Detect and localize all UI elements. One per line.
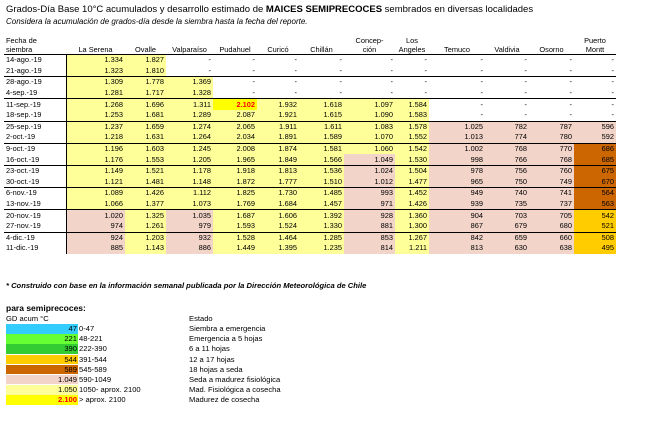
degree-day-cell: 842: [429, 232, 485, 243]
degree-day-cell: 867: [429, 221, 485, 232]
degree-day-cell: 1.035: [166, 210, 213, 221]
column-header: Concep- ción: [344, 32, 395, 55]
degree-day-cell: 542: [574, 210, 616, 221]
degree-day-cell: -: [339, 77, 342, 87]
degree-day-cell: 741: [529, 188, 574, 199]
degree-day-cell: -: [213, 88, 257, 99]
sowing-date-cell: 11-dic.-19: [4, 243, 66, 254]
degree-day-cell: -: [611, 99, 614, 109]
degree-day-cell: 2.065: [213, 121, 257, 132]
degree-day-cell: 679: [485, 221, 529, 232]
degree-day-cell: -: [529, 66, 574, 77]
degree-day-cell: 1.684: [257, 199, 299, 210]
degree-day-cell: 774: [485, 132, 529, 143]
legend-stage-label: Mad. Fisiológica a cosecha: [189, 385, 281, 395]
table-row: [4, 199, 616, 210]
degree-day-cell: 2.034: [213, 132, 257, 143]
degree-day-cell: 1.530: [395, 154, 429, 165]
degree-day-cell: 2.008: [213, 143, 257, 154]
degree-day-cell: -: [395, 66, 429, 77]
degree-day-cell: 1.211: [395, 243, 429, 254]
legend-swatch: 47: [6, 324, 78, 334]
degree-day-cell: 1.395: [257, 243, 299, 254]
degree-day-cell: 1.485: [299, 188, 344, 199]
degree-day-cell: 1.148: [166, 177, 213, 188]
degree-day-cell: 1.090: [344, 110, 395, 121]
degree-day-cell: 1.536: [299, 165, 344, 176]
table-row: [4, 210, 616, 221]
degree-day-cell: 703: [485, 210, 529, 221]
legend-stage-label: 12 a 17 hojas: [189, 354, 235, 364]
degree-day-cell: 1.013: [429, 132, 485, 143]
degree-day-cell: -: [424, 55, 427, 65]
degree-day-cell: 675: [574, 165, 616, 176]
degree-day-cell: 1.002: [429, 143, 485, 154]
degree-day-cell: 1.464: [257, 232, 299, 243]
sowing-date-cell: 4-sep.-19: [4, 88, 66, 99]
legend-stage-label: 6 a 11 hojas: [189, 344, 230, 354]
legend-title: para semiprecoces:: [6, 303, 86, 313]
column-header: Curicó: [257, 32, 299, 55]
degree-day-cell: -: [429, 88, 485, 99]
degree-day-cell: 670: [574, 177, 616, 188]
degree-day-cell: 1.060: [344, 143, 395, 154]
degree-day-cell: 750: [485, 177, 529, 188]
degree-day-cell: 932: [166, 232, 213, 243]
legend-range: 0-47: [79, 324, 95, 333]
sowing-date-cell: 21-ago.-19: [4, 66, 66, 77]
column-header: Valparaíso: [166, 32, 213, 55]
degree-day-cell: 1.253: [66, 110, 125, 121]
degree-day-cell: -: [480, 77, 483, 87]
sowing-date-cell: 25-sep.-19: [4, 121, 66, 132]
degree-day-cell: 965: [429, 177, 485, 188]
table-row: [4, 188, 616, 199]
degree-day-cell: 1.611: [299, 121, 344, 132]
degree-day-cell: 1.218: [66, 132, 125, 143]
degree-day-cell: -: [166, 66, 213, 77]
degree-day-cell: -: [252, 77, 255, 87]
degree-day-cell: 660: [529, 232, 574, 243]
degree-day-cell: 949: [429, 188, 485, 199]
degree-day-cell: 1.196: [66, 143, 125, 154]
degree-day-cell: 2.102: [213, 99, 257, 110]
report-title: Grados-Día Base 10°C acumulados y desarrollo estimado de MAICES SEMIPRECOCES sembrados en diversas localidades: [6, 4, 534, 15]
degree-day-cell: 1.049: [344, 154, 395, 165]
degree-day-cell: 1.012: [344, 177, 395, 188]
degree-day-cell: -: [574, 110, 616, 121]
degree-day-cell: 1.097: [344, 99, 395, 110]
degree-day-cell: -: [574, 66, 616, 77]
degree-day-cell: 1.696: [125, 99, 166, 110]
legend-stage-label: 18 hojas a seda: [189, 364, 243, 374]
legend-swatch: 1.050: [6, 385, 78, 395]
degree-day-cell: -: [480, 55, 483, 65]
degree-day-cell: -: [339, 55, 342, 65]
degree-day-cell: 686: [574, 143, 616, 154]
degree-day-cell: 1.020: [66, 210, 125, 221]
degree-day-cell: -: [299, 88, 344, 99]
degree-day-cell: 1.237: [66, 121, 125, 132]
sowing-date-cell: 13-nov.-19: [4, 199, 66, 210]
degree-day-cell: 974: [66, 221, 125, 232]
degree-day-cell: 993: [344, 188, 395, 199]
legend-range: 1050- aprox. 2100: [79, 385, 141, 395]
degree-day-cell: 1.589: [299, 132, 344, 143]
legend-range: 545-589: [79, 364, 107, 374]
table-row: [4, 221, 616, 232]
degree-day-cell: 1.477: [395, 177, 429, 188]
degree-day-cell: -: [529, 110, 574, 121]
column-header: Puerto Montt: [574, 32, 616, 55]
degree-day-cell: 1.205: [166, 154, 213, 165]
degree-day-cell: 1.112: [166, 188, 213, 199]
table-body: [4, 55, 616, 254]
legend-swatch: 221: [6, 334, 78, 344]
degree-day-cell: 782: [485, 121, 529, 132]
degree-day-cell: 1.872: [213, 177, 257, 188]
degree-day-cell: -: [485, 88, 529, 99]
sowing-date-cell: 28-ago.-19: [4, 77, 66, 88]
degree-day-cell: 1.603: [125, 143, 166, 154]
degree-day-cell: 1.334: [66, 55, 125, 66]
legend-stage-label: Seda a madurez fisiológica: [189, 374, 281, 384]
degree-day-cell: 1.073: [166, 199, 213, 210]
degree-day-cell: 760: [529, 165, 574, 176]
legend-range: 391-544: [79, 354, 107, 364]
degree-day-cell: -: [529, 88, 574, 99]
degree-day-cell: 1.825: [213, 188, 257, 199]
degree-day-cell: -: [299, 66, 344, 77]
degree-day-cell: 1.323: [66, 66, 125, 77]
degree-day-cell: 1.203: [125, 232, 166, 243]
degree-day-cell: 939: [429, 199, 485, 210]
degree-day-cell: 1.965: [213, 154, 257, 165]
degree-day-cell: -: [344, 66, 395, 77]
legend-range: 48-221: [79, 334, 103, 344]
legend-swatch: 589: [6, 365, 78, 375]
sowing-date-cell: 20-nov.-19: [4, 210, 66, 221]
degree-day-cell: 737: [529, 199, 574, 210]
degree-day-cell: 1.717: [125, 88, 166, 99]
degree-day-cell: 1.452: [395, 188, 429, 199]
footnote: * Construido con base en la información semanal publicada por la Dirección Meteorológica de Chile: [6, 281, 367, 290]
degree-day-cell: 1.687: [213, 210, 257, 221]
degree-day-cell: 1.285: [299, 232, 344, 243]
table-row: [4, 88, 616, 99]
degree-day-cell: 1.510: [299, 177, 344, 188]
sowing-date-cell: 27-nov.-19: [4, 221, 66, 232]
degree-day-cell: -: [611, 55, 614, 65]
table-row: [4, 66, 616, 77]
degree-day-cell: 1.918: [213, 165, 257, 176]
degree-day-cell: 705: [529, 210, 574, 221]
degree-day-cell: 1.121: [66, 177, 125, 188]
degree-day-cell: 1.268: [66, 99, 125, 110]
degree-day-cell: 1.449: [213, 243, 257, 254]
degree-day-cell: 1.369: [166, 77, 213, 88]
degree-day-cell: 1.777: [257, 177, 299, 188]
degree-day-cell: 978: [429, 165, 485, 176]
degree-day-cell: -: [257, 66, 299, 77]
degree-day-cell: 813: [429, 243, 485, 254]
degree-day-cell: 1.566: [299, 154, 344, 165]
degree-day-cell: 630: [485, 243, 529, 254]
sowing-date-cell: 23-oct.-19: [4, 165, 66, 176]
table-row: [4, 121, 616, 132]
degree-day-cell: 1.149: [66, 165, 125, 176]
degree-day-cell: 1.083: [344, 121, 395, 132]
sowing-date-cell: 2-oct.-19: [4, 132, 66, 143]
degree-day-cell: -: [390, 77, 393, 87]
degree-day-cell: 592: [574, 132, 616, 143]
degree-day-cell: -: [485, 66, 529, 77]
degree-day-cell: 659: [485, 232, 529, 243]
legend-header-estado: Estado: [189, 314, 213, 323]
degree-day-cell: -: [252, 55, 255, 65]
degree-days-table: [4, 32, 616, 254]
degree-day-cell: 495: [574, 243, 616, 254]
legend-swatch: 544: [6, 355, 78, 365]
degree-day-cell: 1.328: [166, 88, 213, 99]
degree-day-cell: 928: [344, 210, 395, 221]
degree-day-cell: 766: [485, 154, 529, 165]
column-header: Valdivia: [485, 32, 529, 55]
degree-day-cell: 1.481: [125, 177, 166, 188]
degree-day-cell: 1.528: [213, 232, 257, 243]
legend-range: > aprox. 2100: [79, 395, 126, 405]
degree-day-cell: 1.593: [213, 221, 257, 232]
degree-day-cell: 685: [574, 154, 616, 165]
degree-day-cell: 756: [485, 165, 529, 176]
degree-day-cell: 564: [574, 188, 616, 199]
table-row: [4, 243, 616, 254]
degree-day-cell: -: [569, 55, 572, 65]
degree-day-cell: 1.264: [166, 132, 213, 143]
degree-day-cell: -: [429, 110, 485, 121]
degree-day-cell: 979: [166, 221, 213, 232]
degree-day-cell: 1.769: [213, 199, 257, 210]
degree-day-cell: 1.578: [395, 121, 429, 132]
degree-day-cell: 885: [66, 243, 125, 254]
degree-day-cell: 1.778: [125, 77, 166, 88]
degree-day-cell: 998: [429, 154, 485, 165]
degree-day-cell: 1.176: [66, 154, 125, 165]
degree-day-cell: -: [524, 55, 527, 65]
column-header: Ovalle: [125, 32, 166, 55]
legend-header-gd: GD acum °C: [6, 314, 49, 323]
degree-day-cell: -: [424, 77, 427, 87]
degree-day-cell: 1.921: [257, 110, 299, 121]
degree-day-cell: 814: [344, 243, 395, 254]
degree-day-cell: 1.891: [257, 132, 299, 143]
table-row: [4, 232, 616, 243]
degree-day-cell: 1.261: [125, 221, 166, 232]
degree-day-cell: 881: [344, 221, 395, 232]
sowing-date-cell: 30-oct.-19: [4, 177, 66, 188]
degree-day-cell: -: [213, 66, 257, 77]
legend-stage-label: Madurez de cosecha: [189, 395, 260, 405]
degree-day-cell: 1.274: [166, 121, 213, 132]
legend-swatch: 1.049: [6, 375, 78, 385]
sowing-date-cell: 16-oct.-19: [4, 154, 66, 165]
degree-day-cell: -: [524, 77, 527, 87]
degree-day-cell: 1.330: [299, 221, 344, 232]
degree-day-cell: 1.849: [257, 154, 299, 165]
degree-day-cell: 1.024: [344, 165, 395, 176]
degree-day-cell: -: [485, 110, 529, 121]
degree-day-cell: 1.392: [299, 210, 344, 221]
degree-day-cell: 886: [166, 243, 213, 254]
column-header: Pudahuel: [213, 32, 257, 55]
degree-day-cell: 1.542: [395, 143, 429, 154]
degree-day-cell: 780: [529, 132, 574, 143]
degree-day-cell: 1.245: [166, 143, 213, 154]
degree-day-cell: 1.267: [395, 232, 429, 243]
degree-day-cell: -: [569, 99, 572, 109]
degree-day-cell: -: [480, 99, 483, 109]
column-header-fecha: Fecha de siembra: [4, 32, 66, 55]
degree-day-cell: 1.089: [66, 188, 125, 199]
degree-day-cell: 508: [574, 232, 616, 243]
crop-type: MAICES SEMIPRECOCES: [265, 4, 383, 15]
degree-day-cell: -: [257, 88, 299, 99]
sowing-date-cell: 6-nov.-19: [4, 188, 66, 199]
degree-day-cell: 1.504: [395, 165, 429, 176]
legend-range: 590-1049: [79, 374, 112, 384]
degree-day-cell: 1.377: [125, 199, 166, 210]
table-row: [4, 143, 616, 154]
degree-day-cell: 1.309: [66, 77, 125, 88]
degree-day-cell: -: [569, 77, 572, 87]
degree-day-cell: 904: [429, 210, 485, 221]
column-header: Osorno: [529, 32, 574, 55]
column-header: Chillán: [299, 32, 344, 55]
sowing-date-cell: 14-ago.-19: [4, 55, 66, 66]
degree-day-cell: 1.025: [429, 121, 485, 132]
sowing-date-cell: 4-dic.-19: [4, 232, 66, 243]
degree-day-cell: 638: [529, 243, 574, 254]
degree-day-cell: 1.235: [299, 243, 344, 254]
degree-day-cell: -: [390, 55, 393, 65]
degree-day-cell: 1.874: [257, 143, 299, 154]
degree-day-cell: -: [294, 77, 297, 87]
degree-day-cell: 596: [574, 121, 616, 132]
table-row: [4, 132, 616, 143]
degree-day-cell: 563: [574, 199, 616, 210]
degree-day-cell: 2.087: [213, 110, 257, 121]
legend-stage-label: Emergencia a 5 hojas: [189, 334, 263, 344]
legend-stage-label: Siembra a emergencia: [189, 324, 266, 333]
degree-day-cell: -: [294, 55, 297, 65]
degree-day-cell: 749: [529, 177, 574, 188]
degree-day-cell: 1.289: [166, 110, 213, 121]
degree-day-cell: 1.810: [125, 66, 166, 77]
column-header: Temuco: [429, 32, 485, 55]
degree-day-cell: 1.932: [257, 99, 299, 110]
degree-day-cell: 787: [529, 121, 574, 132]
column-header: Los Angeles: [395, 32, 429, 55]
degree-day-cell: -: [344, 88, 395, 99]
degree-day-cell: -: [574, 88, 616, 99]
degree-day-cell: 1.281: [66, 88, 125, 99]
degree-day-cell: 1.618: [299, 99, 344, 110]
degree-day-cell: 1.730: [257, 188, 299, 199]
degree-day-cell: 1.426: [125, 188, 166, 199]
degree-day-cell: 1.300: [395, 221, 429, 232]
degree-day-cell: 1.581: [299, 143, 344, 154]
column-header: La Serena: [66, 32, 125, 55]
legend-swatch: 390: [6, 344, 78, 354]
degree-day-cell: -: [524, 99, 527, 109]
table-row: [4, 177, 616, 188]
degree-day-cell: 971: [344, 199, 395, 210]
report-subtitle: Considera la acumulación de grados-día desde la siembra hasta la fecha del reporte.: [6, 17, 308, 26]
degree-day-cell: 768: [485, 143, 529, 154]
degree-day-cell: 1.813: [257, 165, 299, 176]
degree-day-cell: 1.827: [125, 55, 166, 66]
degree-day-cell: 1.521: [125, 165, 166, 176]
table-row: [4, 110, 616, 121]
degree-day-cell: -: [395, 88, 429, 99]
table-row: [4, 99, 616, 110]
degree-day-cell: 1.311: [166, 99, 213, 110]
degree-day-cell: 1.911: [257, 121, 299, 132]
degree-day-cell: 1.143: [125, 243, 166, 254]
table-row: [4, 154, 616, 165]
degree-day-cell: 1.178: [166, 165, 213, 176]
degree-day-cell: 1.606: [257, 210, 299, 221]
sowing-date-cell: 11-sep.-19: [4, 99, 66, 110]
sowing-date-cell: 18-sep.-19: [4, 110, 66, 121]
degree-day-cell: 1.457: [299, 199, 344, 210]
degree-day-cell: 1.066: [66, 199, 125, 210]
degree-day-cell: -: [429, 66, 485, 77]
degree-day-cell: 521: [574, 221, 616, 232]
degree-day-cell: 768: [529, 154, 574, 165]
degree-day-cell: 1.070: [344, 132, 395, 143]
degree-day-cell: 1.681: [125, 110, 166, 121]
degree-day-cell: 1.325: [125, 210, 166, 221]
table-row: [4, 55, 616, 66]
degree-day-cell: 735: [485, 199, 529, 210]
table-row: [4, 165, 616, 176]
sowing-date-cell: 9-oct.-19: [4, 143, 66, 154]
degree-day-cell: 1.524: [257, 221, 299, 232]
degree-day-cell: 1.615: [299, 110, 344, 121]
degree-day-cell: 1.583: [395, 110, 429, 121]
table-header: [4, 32, 616, 55]
degree-day-cell: 1.552: [395, 132, 429, 143]
degree-day-cell: 924: [66, 232, 125, 243]
degree-day-cell: -: [208, 55, 211, 65]
degree-day-cell: 770: [529, 143, 574, 154]
legend-range: 222-390: [79, 344, 107, 354]
degree-day-cell: 1.360: [395, 210, 429, 221]
degree-day-cell: 1.659: [125, 121, 166, 132]
legend-swatch: 2.100: [6, 395, 78, 405]
table-row: [4, 77, 616, 88]
degree-day-cell: 853: [344, 232, 395, 243]
degree-day-cell: 1.584: [395, 99, 429, 110]
degree-day-cell: 1.631: [125, 132, 166, 143]
degree-day-cell: -: [611, 77, 614, 87]
degree-day-cell: 740: [485, 188, 529, 199]
degree-day-cell: 1.553: [125, 154, 166, 165]
degree-day-cell: 1.426: [395, 199, 429, 210]
degree-day-cell: 680: [529, 221, 574, 232]
